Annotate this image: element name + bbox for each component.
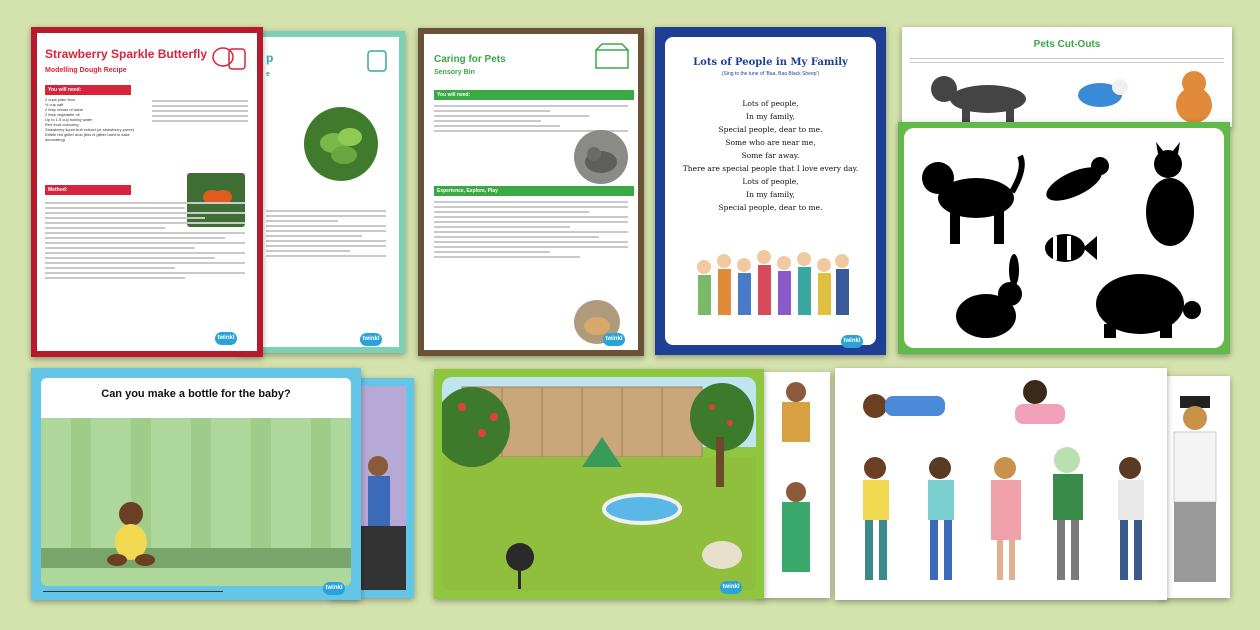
strawberry-butterfly-recipe-card[interactable] [31, 27, 263, 357]
twinkl-logo: twinkl [323, 582, 345, 595]
lyric-line: Some who are near me, [725, 138, 816, 147]
pets-cutouts-card[interactable] [902, 27, 1232, 127]
experience-header: Experience, Explore, Play [434, 186, 634, 196]
garden-illustration [442, 377, 756, 591]
family-cutouts-card[interactable] [760, 372, 830, 598]
sensory-bin-icon [592, 42, 632, 74]
grandfather-illustration [1160, 376, 1230, 598]
cat-silhouette [1134, 142, 1204, 252]
kitten-photo [574, 130, 628, 184]
dog-silhouette [916, 148, 1026, 248]
bottle-title: Can you make a bottle for the baby? [101, 388, 291, 400]
song-lyrics [665, 97, 876, 214]
jar-icon [209, 41, 249, 75]
recipe-subtitle: Modelling Dough Recipe [45, 67, 127, 74]
ingredient: 2 cups plain flour [45, 97, 76, 102]
ingredient: 2 tbsp vegetable oil [45, 112, 80, 117]
caring-for-pets-card[interactable] [418, 28, 644, 356]
children-illustrations [835, 368, 1167, 600]
ingredient: ½ cup salt [45, 102, 64, 107]
twinkl-logo: twinkl [603, 333, 625, 346]
twinkl-logo: twinkl [720, 581, 742, 594]
method-text [45, 199, 245, 282]
ingredient: 2 tbsp cream of tartar [45, 107, 84, 112]
cutouts-title: Pets Cut-Outs [1033, 39, 1101, 50]
pets-subtitle: Sensory Bin [434, 69, 475, 76]
ingredient: Strawberry liquid fruit extract (or strawberry puree) [45, 127, 135, 132]
method-header: Method: [45, 185, 131, 195]
dog-cutout [922, 69, 1042, 125]
ingredient-list [45, 97, 140, 142]
family-illustration [690, 247, 855, 337]
jar-icon [364, 45, 392, 75]
mint-text-block [266, 207, 386, 260]
family-song-card[interactable] [655, 27, 886, 355]
twinkl-logo: twinkl [360, 333, 382, 346]
people-cutouts-card[interactable] [835, 368, 1167, 600]
bottle-for-baby-card[interactable] [31, 368, 361, 600]
budgie-cutout [1070, 67, 1140, 123]
lyric-line: Some far away. [741, 151, 800, 160]
song-title: Lots of People in My Family [693, 57, 848, 68]
pet-silhouettes-card[interactable] [898, 122, 1230, 354]
ingredient: Red food colouring [45, 122, 79, 127]
lyric-line: Lots of people, [742, 177, 799, 186]
lyric-line: Special people, dear to me. [718, 125, 823, 134]
lyric-line: In my family, [746, 190, 795, 199]
budgie-silhouette [1034, 148, 1124, 218]
lyric-line: Special people, dear to me. [718, 203, 823, 212]
lyric-line: There are special people that I love every day. [682, 164, 859, 173]
rabbit-silhouette [944, 254, 1034, 344]
family-cutout-illustrations [760, 372, 830, 598]
card-title-fragment: p [266, 51, 274, 65]
twinkl-logo: twinkl [215, 332, 237, 345]
cat-cutout [1164, 65, 1224, 125]
you-will-need-header: You will need: [434, 90, 634, 100]
mint-playdough-card[interactable] [240, 31, 405, 353]
lyric-line: In my family, [746, 112, 795, 121]
lyric-line: Lots of people, [742, 99, 799, 108]
recipe-title: Strawberry Sparkle Butterfly [45, 47, 208, 61]
footer-small-print [43, 588, 223, 595]
baby-illustration [101, 498, 161, 568]
song-tune: (Sing to the tune of 'Baa, Baa Black Sheep') [721, 71, 820, 77]
garden-scene-card[interactable] [434, 369, 764, 599]
you-will-need-header: You will need: [45, 85, 131, 95]
card-subtitle-fragment: e [266, 71, 270, 78]
tortoise-silhouette [1084, 264, 1204, 344]
twinkl-logo: twinkl [841, 335, 863, 348]
ingredient: Edible red glitter dust (this is glitter used in cake decorating) [45, 132, 130, 142]
pets-title: Caring for Pets [434, 54, 506, 65]
grandfather-cutout-card[interactable] [1160, 376, 1230, 598]
experience-text [434, 198, 628, 261]
butterfly-text-block [152, 97, 248, 125]
wall-stripes [41, 418, 351, 568]
ingredient: Up to 1.5 cup boiling water [45, 117, 93, 122]
mint-leaves-photo [304, 107, 378, 181]
